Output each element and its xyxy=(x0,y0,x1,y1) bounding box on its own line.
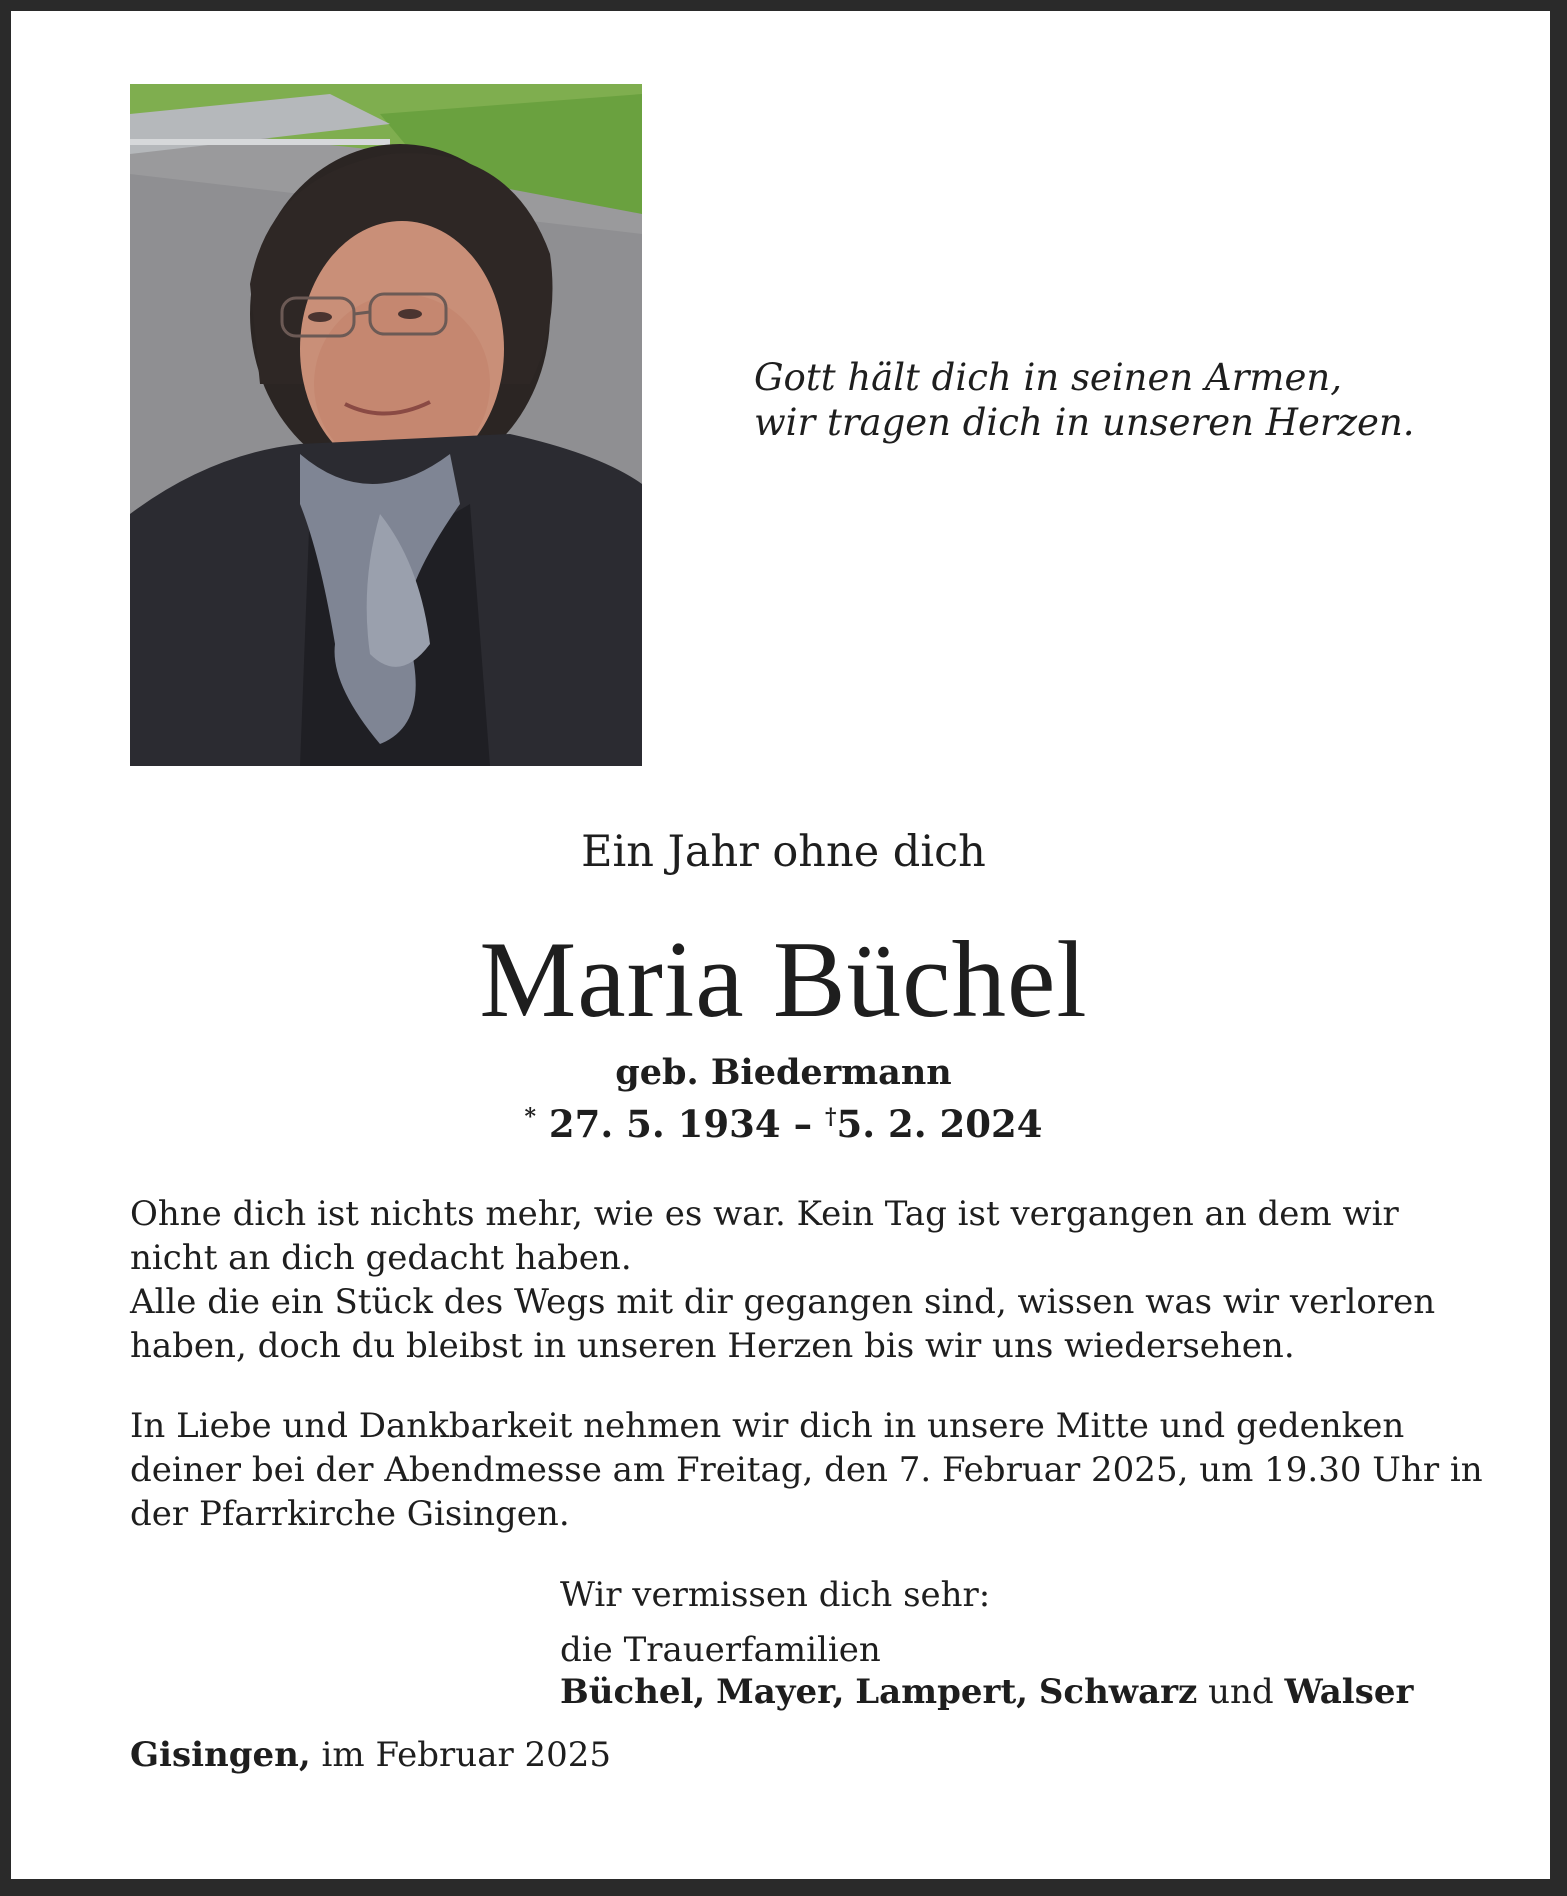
families-label: die Trauerfamilien xyxy=(560,1630,881,1670)
place-town: Gisingen, xyxy=(130,1735,311,1775)
life-dates xyxy=(0,1094,1567,1147)
mass-announcement xyxy=(130,1404,1483,1536)
text-line: Alle die ein Stück des Wegs mit dir gegangen sind, wissen was wir verloren xyxy=(130,1282,1436,1322)
text-line: In Liebe und Dankbarkeit nehmen wir dich in unsere Mitte und gedenken xyxy=(130,1406,1405,1446)
deceased-name: Maria Büchel xyxy=(479,919,1088,1040)
intro-heading: Ein Jahr ohne dich xyxy=(581,827,986,877)
birth-name: geb. Biedermann xyxy=(615,1052,952,1093)
quote-line: Gott hält dich in seinen Armen, xyxy=(754,356,1342,399)
text-line: der Pfarrkirche Gisingen. xyxy=(130,1494,570,1534)
portrait-photo xyxy=(130,84,642,766)
conjunction: und xyxy=(1208,1672,1274,1712)
text-line: nicht an dich gedacht haben. xyxy=(130,1238,632,1278)
text-line: deiner bei der Abendmesse am Freitag, den 7. Februar 2025, um 19.30 Uhr in xyxy=(130,1450,1483,1490)
birth-date: 27. 5. 1934 xyxy=(548,1102,781,1146)
family-name: Schwarz xyxy=(1038,1672,1198,1712)
text-line: haben, doch du bleibst in unseren Herzen bis wir uns wiedersehen. xyxy=(130,1326,1295,1366)
family-names xyxy=(560,1670,1413,1714)
family-name: Büchel, xyxy=(560,1672,706,1712)
death-symbol: † xyxy=(824,1104,837,1130)
memorial-quote xyxy=(754,355,1415,445)
place-month: im Februar 2025 xyxy=(321,1735,612,1775)
family-name: Walser xyxy=(1284,1672,1414,1712)
memorial-text xyxy=(130,1192,1438,1368)
birth-symbol: * xyxy=(524,1104,537,1130)
date-separator: – xyxy=(793,1102,813,1146)
death-date: 5. 2. 2024 xyxy=(836,1102,1043,1146)
text-line: Ohne dich ist nichts mehr, wie es war. Kein Tag ist vergangen an dem wir xyxy=(130,1194,1399,1234)
place-date xyxy=(130,1733,611,1777)
signature-intro: Wir vermissen dich sehr: xyxy=(560,1575,991,1615)
family-name: Lampert, xyxy=(855,1672,1029,1712)
family-name: Mayer, xyxy=(716,1672,845,1712)
quote-line: wir tragen dich in unseren Herzen. xyxy=(754,401,1415,444)
